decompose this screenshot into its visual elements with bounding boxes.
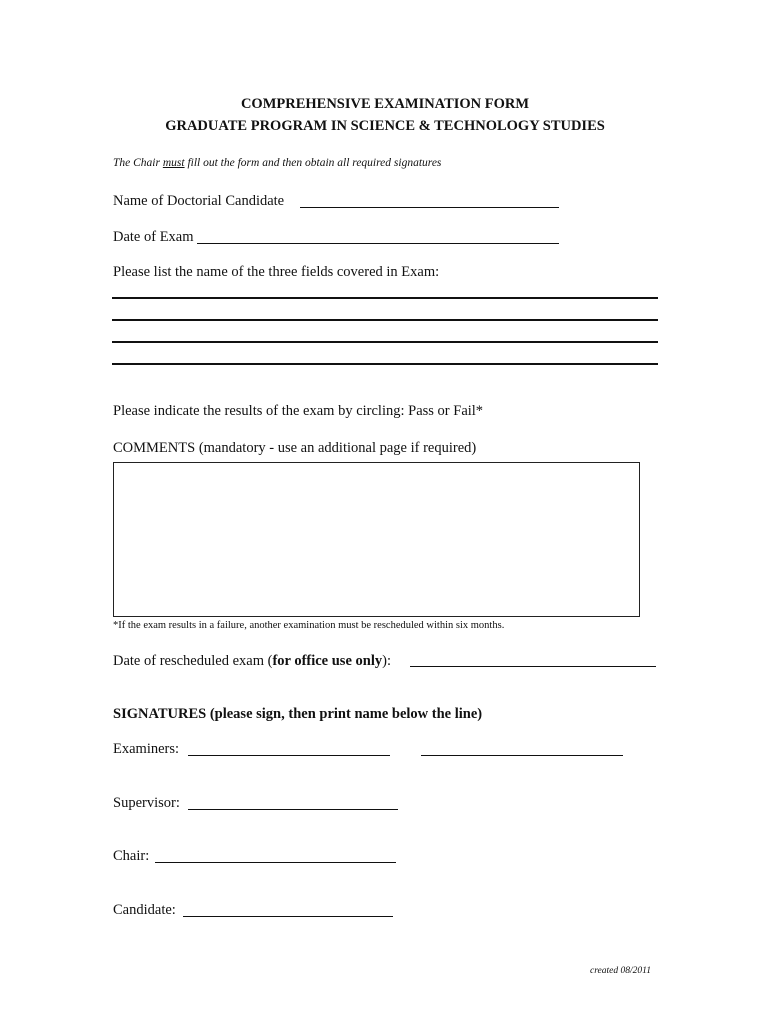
comments-note: (mandatory - use an additional page if required) — [195, 440, 477, 456]
exam-date-label: Date of Exam — [113, 229, 194, 245]
field-line-2[interactable] — [112, 319, 658, 321]
candidate-signature-label: Candidate: — [113, 902, 176, 918]
failure-footnote: *If the exam results in a failure, another examination must be rescheduled within six months. — [113, 620, 505, 631]
supervisor-signature[interactable] — [188, 809, 398, 810]
form-title-line2: GRADUATE PROGRAM IN SCIENCE & TECHNOLOGY STUDIES — [165, 118, 605, 134]
candidate-name-field[interactable] — [300, 207, 559, 208]
candidate-signature[interactable] — [183, 916, 393, 917]
created-date: created 08/2011 — [590, 966, 651, 976]
candidate-name-label: Name of Doctorial Candidate — [113, 193, 285, 209]
field-line-3[interactable] — [112, 341, 658, 343]
field-line-4[interactable] — [112, 363, 658, 365]
reschedule-label — [113, 653, 391, 670]
examiners-label: Examiners: — [113, 741, 180, 757]
signatures-title: SIGNATURES — [113, 706, 207, 722]
instruction-prefix: The Chair — [113, 157, 163, 169]
examiner-2-signature[interactable] — [421, 755, 623, 756]
comments-box[interactable] — [113, 462, 640, 617]
fields-covered-label: Please list the name of the three fields covered in Exam: — [113, 264, 440, 280]
exam-date-field[interactable] — [197, 243, 559, 244]
comments-label — [113, 440, 476, 457]
chair-label: Chair: — [113, 848, 150, 864]
results-label: Please indicate the results of the exam by circling: Pass or Fail* — [113, 403, 484, 419]
field-line-1[interactable] — [112, 297, 658, 299]
instruction-emphasis: must — [162, 157, 185, 169]
reschedule-date-field[interactable] — [410, 666, 656, 667]
instruction-suffix: fill out the form and then obtain all required signatures — [184, 157, 442, 169]
instructions — [113, 157, 441, 169]
signatures-heading — [113, 706, 482, 723]
reschedule-prefix: Date of rescheduled exam ( — [113, 653, 273, 669]
examiner-1-signature[interactable] — [188, 755, 390, 756]
reschedule-bold: for office use only — [272, 653, 383, 669]
form-title-line1: COMPREHENSIVE EXAMINATION FORM — [240, 96, 530, 112]
chair-signature[interactable] — [155, 862, 396, 863]
reschedule-suffix: ): — [382, 653, 391, 669]
signatures-note: (please sign, then print name below the line) — [206, 706, 483, 722]
comments-heading: COMMENTS — [113, 440, 196, 456]
supervisor-label: Supervisor: — [113, 795, 180, 811]
